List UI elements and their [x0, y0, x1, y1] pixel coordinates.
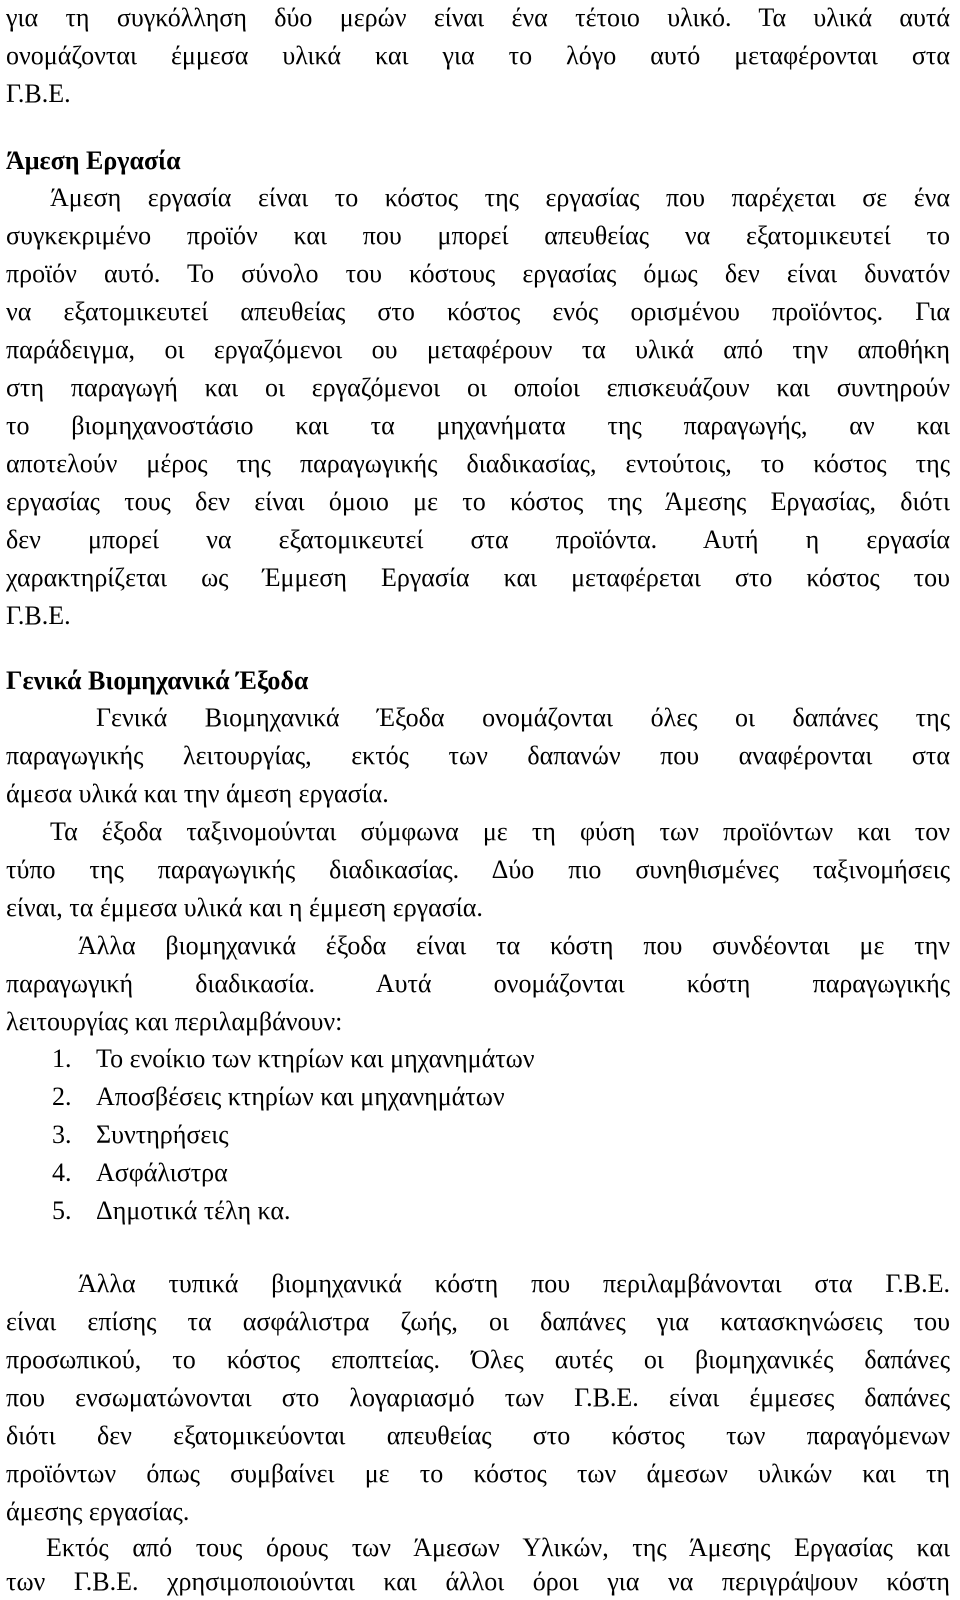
overhead-p2-line-1: Τα έξοδα ταξινομούνται σύμφωνα με τη φύση των προϊόντων και τον	[50, 817, 950, 846]
overhead-p2-line-2: τύπο της παραγωγικής διαδικασίας. Δύο πιο συνηθισμένες ταξινομήσεις	[6, 855, 950, 884]
direct-labor-line-7: το βιομηχανοστάσιο και τα μηχανήματα της παραγωγής, αν και	[6, 411, 950, 440]
overhead-p4-line-2: είναι επίσης τα ασφάλιστρα ζωής, οι δαπάνες για κατασκηνώσεις του	[6, 1307, 950, 1336]
intro-line-1: για τη συγκόλληση δύο μερών είναι ένα τέτοιο υλικό. Τα υλικά αυτά	[6, 3, 950, 32]
list-item-text: Αποσβέσεις κτηρίων και μηχανημάτων	[96, 1082, 505, 1111]
list-item-text: Το ενοίκιο των κτηρίων και μηχανημάτων	[96, 1044, 535, 1073]
overhead-p3-line-3: λειτουργίας και περιλαμβάνουν:	[6, 1007, 343, 1036]
list-item-number: 4.	[52, 1158, 72, 1187]
direct-labor-line-12: Γ.Β.Ε.	[6, 601, 71, 630]
direct-labor-line-11: χαρακτηρίζεται ως Έμμεση Εργασία και μεταφέρεται στο κόστος του	[6, 563, 950, 592]
direct-labor-line-1: Άμεση εργασία είναι το κόστος της εργασίας που παρέχεται σε ένα	[50, 183, 950, 212]
overhead-p3-line-1: Άλλα βιομηχανικά έξοδα είναι τα κόστη που συνδέονται με την	[78, 931, 950, 960]
intro-line-3: Γ.Β.Ε.	[6, 79, 71, 108]
list-item-number: 3.	[52, 1120, 72, 1149]
section-heading-direct-labor: Άμεση Εργασία	[6, 146, 181, 175]
overhead-p3-line-2: παραγωγική διαδικασία. Αυτά ονομάζονται κόστη παραγωγικής	[6, 969, 950, 998]
overhead-p1-line-1: Γενικά Βιομηχανικά Έξοδα ονομάζονται όλες οι δαπάνες της	[96, 703, 950, 732]
list-item-text: Δημοτικά τέλη κα.	[96, 1196, 291, 1225]
list-item-number: 2.	[52, 1082, 72, 1111]
direct-labor-line-4: να εξατομικευτεί απευθείας στο κόστος ενός ορισμένου προϊόντος. Για	[6, 297, 950, 326]
overhead-p5-line-2: των Γ.Β.Ε. χρησιμοποιούνται και άλλοι όροι για να περιγράψουν κόστη	[6, 1567, 950, 1596]
list-item-number: 5.	[52, 1196, 72, 1225]
direct-labor-line-2: συγκεκριμένο προϊόν και που μπορεί απευθείας να εξατομικευτεί το	[6, 221, 950, 250]
overhead-p4-line-1: Άλλα τυπικά βιομηχανικά κόστη που περιλαμβάνονται στα Γ.Β.Ε.	[78, 1269, 950, 1298]
intro-line-2: ονομάζονται έμμεσα υλικά και για το λόγο αυτό μεταφέρονται στα	[6, 41, 950, 70]
overhead-p2-line-3: είναι, τα έμμεσα υλικά και η έμμεση εργασία.	[6, 893, 483, 922]
overhead-p1-line-3: άμεσα υλικά και την άμεση εργασία.	[6, 779, 389, 808]
section-heading-overhead: Γενικά Βιομηχανικά Έξοδα	[6, 666, 309, 695]
overhead-p4-line-6: προϊόντων όπως συμβαίνει με το κόστος των άμεσων υλικών και τη	[6, 1459, 950, 1488]
overhead-p1-line-2: παραγωγικής λειτουργίας, εκτός των δαπανών που αναφέρονται στα	[6, 741, 950, 770]
overhead-p4-line-5: διότι δεν εξατομικεύονται απευθείας στο κόστος των παραγόμενων	[6, 1421, 950, 1450]
direct-labor-line-6: στη παραγωγή και οι εργαζόμενοι οι οποίοι επισκευάζουν και συντηρούν	[6, 373, 950, 402]
overhead-p4-line-3: προσωπικού, το κόστος εποπτείας. Όλες αυτές οι βιομηχανικές δαπάνες	[6, 1345, 950, 1374]
direct-labor-line-3: προϊόν αυτό. Το σύνολο του κόστους εργασίας όμως δεν είναι δυνατόν	[6, 259, 950, 288]
direct-labor-line-9: εργασίας τους δεν είναι όμοιο με το κόστος της Άμεσης Εργασίας, διότι	[6, 487, 950, 516]
direct-labor-line-10: δεν μπορεί να εξατομικευτεί στα προϊόντα. Αυτή η εργασία	[6, 525, 950, 554]
list-item-text: Ασφάλιστρα	[96, 1158, 228, 1187]
overhead-p4-line-4: που ενσωματώνονται στο λογαριασμό των Γ.Β.Ε. είναι έμμεσες δαπάνες	[6, 1383, 950, 1412]
overhead-p5-line-1: Εκτός από τους όρους των Άμεσων Υλικών, της Άμεσης Εργασίας και	[46, 1533, 950, 1562]
list-item-text: Συντηρήσεις	[96, 1120, 229, 1149]
overhead-p4-line-7: άμεσης εργασίας.	[6, 1497, 190, 1526]
direct-labor-line-5: παράδειγμα, οι εργαζόμενοι ου μεταφέρουν τα υλικά από την αποθήκη	[6, 335, 950, 364]
list-item-number: 1.	[52, 1044, 72, 1073]
direct-labor-line-8: αποτελούν μέρος της παραγωγικής διαδικασίας, εντούτοις, το κόστος της	[6, 449, 950, 478]
